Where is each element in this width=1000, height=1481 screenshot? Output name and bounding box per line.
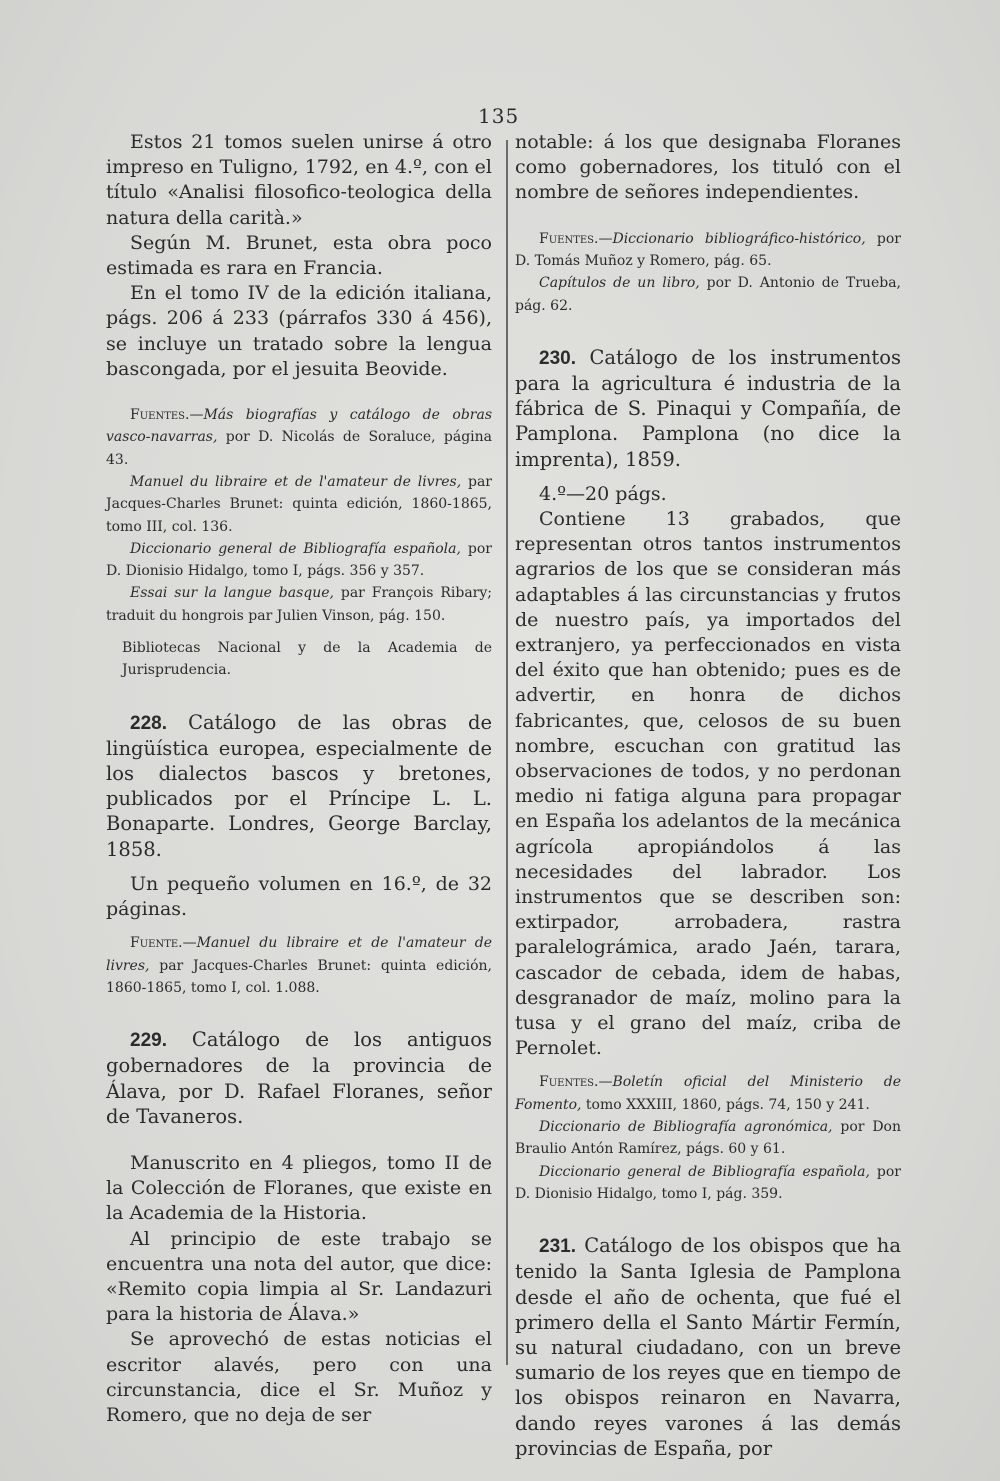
entry-230-description: Contiene 13 grabados, que representan otros tantos instrumentos agrarios de los que se consideran más adaptables á las circunstancias y frutos de nuestro país, ya importados del extranjero, ya perfeccionados en vista del éxito que han obtenido; pues es de advertir, en honra de dichos fabricantes, que, celosos de su buen nombre, escuchan con gratitud las observaciones de todos, y no perdonan medio ni fatiga alguna para propagar en España los adelantos de la mecánica agrícola apropiándolos á las necesidades del labrador. Los instrumentos que se describen son: extirpador, arrobadera, rastra paralelográmica, arado Jaén, tarara, cascador de cebada, idem de habas, desgranador de maíz, molino para la tusa y el grano del maíz, criba de Pernolet. xyxy=(515,508,901,1060)
entry-number: 229. xyxy=(130,1030,167,1052)
source-detail: por D. Nicolás de Soraluce, página 43. xyxy=(106,429,492,468)
source-title: Capítulos de un libro, xyxy=(539,275,700,292)
sources-label: Fuentes.— xyxy=(539,1074,613,1091)
entry-229-paragraph: Manuscrito en 4 pliegos, tomo II de la Colección de Floranes, que existe en la Academia de la Historia. xyxy=(106,1151,492,1225)
sources-entry xyxy=(515,228,901,273)
sources-entry xyxy=(515,1116,901,1161)
source-title: Diccionario de Bibliografía agronómica, xyxy=(539,1119,833,1136)
sources-entry xyxy=(515,1071,901,1116)
entry-number: 228. xyxy=(130,712,167,734)
sources-entry xyxy=(106,932,492,999)
page-number: 135 xyxy=(478,104,520,128)
entry-number: 231. xyxy=(539,1236,576,1258)
sources-entry xyxy=(515,272,901,317)
entry-230-format: 4.º—20 págs. xyxy=(539,482,667,505)
right-column xyxy=(515,130,901,1461)
paragraph-brunet: Según M. Brunet, esta obra poco estimada es rara en Francia. xyxy=(106,231,492,280)
libraries-note: Bibliotecas Nacional y de la Academia de Jurisprudencia. xyxy=(122,640,492,679)
source-detail: por Don Braulio Antón Ramírez, págs. 60 y 61. xyxy=(515,1119,901,1158)
source-title: Más biografías y catálogo de obras vasco-navarras, xyxy=(106,407,492,446)
column-divider xyxy=(506,140,508,1365)
sources-entry xyxy=(106,404,492,471)
paragraph-tomo-iv: En el tomo IV de la edición italiana, págs. 206 á 233 (párrafos 330 á 456), se incluye un tratado sobre la lengua bascongada, por el jesuita Beovide. xyxy=(106,282,492,380)
entry-title: Catálogo de las obras de lingüística europea, especialmente de los dialectos bascos y bretones, publicados por el Príncipe L. L. Bonaparte. Londres, George Barclay, 1858. xyxy=(106,710,492,861)
source-detail: par Jacques-Charles Brunet: quinta edición, 1860-1865, tomo I, col. 1.088. xyxy=(106,957,492,996)
sources-entry xyxy=(106,471,492,538)
entry-number: 230. xyxy=(539,347,576,369)
source-detail: por D. Antonio de Trueba, pág. 62. xyxy=(515,275,901,314)
source-title: Diccionario general de Bibliografía española, xyxy=(539,1163,870,1180)
entry-229-paragraph: Al principio de este trabajo se encuentra una nota del autor, que dice: «Remito copia limpia al Sr. Landazuri para la historia de Álava.» xyxy=(106,1227,492,1326)
source-title: Essai sur la langue basque, xyxy=(130,585,334,602)
source-detail: par Jacques-Charles Brunet: quinta edición, 1860-1865, tomo III, col. 136. xyxy=(106,473,492,535)
sources-entry xyxy=(106,582,492,627)
entry-230-heading xyxy=(515,345,901,472)
source-title: Boletín oficial del Ministerio de Fomento, xyxy=(515,1074,901,1113)
entry-title: Catálogo de los instrumentos para la agricultura é industria de la fábrica de S. Pinaqui y Compañía, de Pamplona. Pamplona (no dice la imprenta), 1859. xyxy=(515,345,901,471)
left-column xyxy=(106,130,492,1428)
paragraph-continuation: Estos 21 tomos suelen unirse á otro impreso en Tuligno, 1792, en 4.º, con el título «Analisi filosofico-teologica della natura della carità.» xyxy=(106,131,492,229)
sources-label: Fuente.— xyxy=(130,935,197,952)
source-detail: tomo XXXIII, 1860, págs. 74, 150 y 241. xyxy=(581,1096,870,1113)
source-title: Diccionario bibliográfico-histórico, xyxy=(612,230,866,247)
source-title: Diccionario general de Bibliografía española, xyxy=(130,540,461,557)
sources-label: Fuentes.— xyxy=(130,407,204,424)
entry-title: Catálogo de los obispos que ha tenido la Santa Iglesia de Pamplona desde el año de ochenta, que fué el primero della el Santo Mártir Fermín, su natural ciudadano, con un breve sumario de los reyes que en tiempo de los obispos reinaron en Navarra, dando reyes varones á las demás provincias de España, por xyxy=(515,1234,901,1460)
paragraph-continuation: notable: á los que designaba Floranes como gobernadores, los tituló con el nombre de señores independientes. xyxy=(515,131,901,204)
entry-228-heading xyxy=(106,710,492,862)
sources-label: Fuentes.— xyxy=(539,230,613,247)
entry-229-paragraph: Se aprovechó de estas noticias el escritor alavés, pero con una circunstancia, dice el Sr. Muñoz y Romero, que no deja de ser xyxy=(106,1328,492,1426)
source-title: Manuel du libraire et de l'amateur de livres, xyxy=(130,473,462,490)
source-detail: por D. Dionisio Hidalgo, tomo I, págs. 356 y 357. xyxy=(106,540,492,580)
source-detail: por D. Dionisio Hidalgo, tomo I, pág. 359. xyxy=(515,1163,901,1202)
entry-231-heading xyxy=(515,1233,901,1461)
sources-entry xyxy=(106,538,492,583)
source-detail: par François Ribary; traduit du hongrois par Julien Vinson, pág. 150. xyxy=(106,585,492,624)
entry-229-heading xyxy=(106,1027,492,1129)
source-detail: por D. Tomás Muñoz y Romero, pág. 65. xyxy=(515,230,901,269)
source-title: Manuel du libraire et de l'amateur de livres, xyxy=(106,935,492,974)
entry-228-description: Un pequeño volumen en 16.º, de 32 páginas. xyxy=(106,872,492,921)
sources-entry xyxy=(515,1161,901,1206)
entry-title: Catálogo de los antiguos gobernadores de la provincia de Álava, por D. Rafael Floranes, señor de Tavaneros. xyxy=(106,1028,492,1128)
